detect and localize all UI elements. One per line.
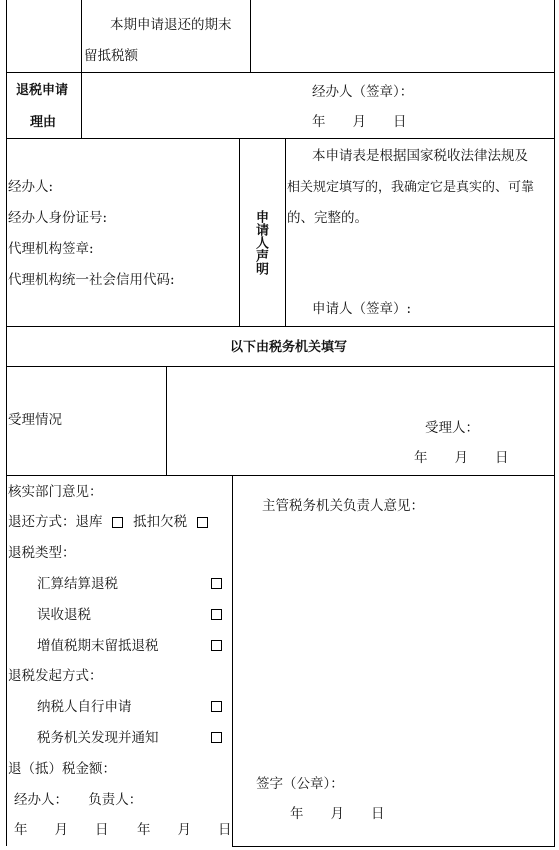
statement-line2: 相关规定填写的，我确定它是真实的、可靠: [287, 180, 535, 195]
col-divider: [81, 0, 82, 72]
agency-seal-label: 代理机构签章:: [8, 241, 94, 257]
deduct-label: 抵扣欠税: [133, 514, 188, 530]
applicant-sign-label: 申请人（签章）:: [312, 301, 412, 317]
tax-section-header: 以下由税务机关填写: [230, 340, 348, 355]
origin-item: 税务机关发现并通知: [37, 730, 159, 746]
dept-opinion-label: 核实部门意见：: [8, 484, 103, 500]
supervisor-opinion-field[interactable]: [233, 520, 554, 770]
refund-type-label: 退税类型：: [8, 545, 76, 561]
col-divider: [239, 138, 240, 326]
row-divider: [232, 846, 555, 847]
statement-line1: 本申请表是根据国家税收法律法规及: [312, 148, 528, 164]
refund-type-checkbox[interactable]: [211, 640, 222, 651]
statement-line3: 的、完整的。: [287, 210, 368, 226]
signers-label: 经办人： 负责人：: [14, 792, 143, 808]
treasury-refund-checkbox[interactable]: [112, 517, 123, 528]
supervisor-opinion-label: 主管税务机关负责人意见：: [262, 498, 424, 514]
applicant-declaration-title: 申请人声明: [253, 210, 268, 275]
reason-label-line2: 理由: [30, 115, 57, 130]
outer-border-right: [554, 0, 555, 846]
acceptor-label: 受理人：: [425, 420, 479, 436]
reason-handler-sign: 经办人（签章）：: [312, 84, 414, 100]
row-divider: [6, 326, 555, 327]
deduct-arrears-checkbox[interactable]: [197, 517, 208, 528]
row-divider: [6, 475, 555, 476]
outer-border-left: [6, 0, 7, 846]
handler-label: 经办人:: [8, 179, 54, 195]
refund-type-checkbox[interactable]: [211, 578, 222, 589]
refund-type-checkbox[interactable]: [211, 609, 222, 620]
refund-method-label: 退还方式：退库: [8, 514, 103, 530]
supervisor-date: 年 月 日: [290, 806, 385, 822]
refund-type-item: 汇算结算退税: [37, 576, 118, 592]
agency-credit-code-label: 代理机构统一社会信用代码:: [8, 272, 175, 288]
verification-date-left: 年 月 日: [14, 822, 109, 838]
row-divider: [6, 138, 555, 139]
reason-label-line1: 退税申请: [16, 83, 69, 98]
verification-date-right: 年 月 日: [137, 822, 232, 838]
reason-date: 年 月 日: [312, 114, 407, 130]
acceptance-label: 受理情况: [8, 412, 62, 428]
refund-type-item: 增值税期末留抵退税: [37, 638, 159, 654]
acceptance-date: 年 月 日: [414, 450, 509, 466]
refund-amount-label-line2: 留抵税额: [84, 48, 138, 64]
supervisor-signature-label: 签字（公章）：: [256, 776, 344, 792]
amount-label: 退（抵）税金额：: [8, 761, 116, 777]
refund-method-row: [8, 516, 208, 530]
col-divider: [285, 138, 286, 326]
origin-item: 纳税人自行申请: [37, 699, 132, 715]
origin-checkbox[interactable]: [211, 732, 222, 743]
handler-id-label: 经办人身份证号:: [8, 210, 108, 226]
origin-label: 退税发起方式：: [8, 668, 103, 684]
refund-amount-field[interactable]: [251, 0, 554, 72]
refund-amount-label-line1: 本期申请退还的期末: [110, 17, 232, 33]
origin-checkbox[interactable]: [211, 701, 222, 712]
refund-type-item: 误收退税: [37, 607, 91, 623]
